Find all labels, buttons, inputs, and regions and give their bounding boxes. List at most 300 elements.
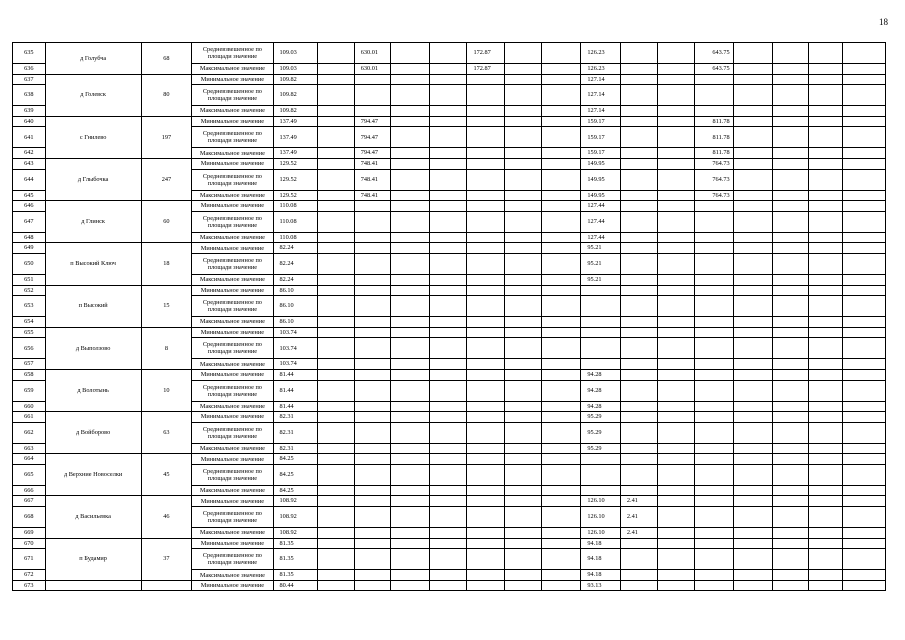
empty-cell [809, 570, 843, 581]
empty-cell [430, 496, 467, 507]
empty-cell [843, 127, 886, 148]
empty-cell [620, 201, 657, 212]
empty-cell [773, 116, 809, 127]
empty-cell [809, 64, 843, 75]
empty-cell [504, 412, 541, 423]
value-cell: 81.35 [273, 538, 317, 549]
value-cell: 2.41 [620, 496, 657, 507]
empty-cell [773, 74, 809, 85]
value-cell: 126.10 [581, 507, 620, 528]
place-name: д Верхние Новоселки [45, 454, 141, 496]
empty-cell [317, 570, 354, 581]
empty-cell [541, 380, 580, 401]
empty-cell [504, 64, 541, 75]
empty-cell [809, 580, 843, 591]
empty-cell [504, 443, 541, 454]
empty-cell [390, 443, 429, 454]
table-row [13, 201, 886, 212]
empty-cell [541, 158, 580, 169]
empty-cell [317, 412, 354, 423]
empty-cell [354, 285, 390, 296]
empty-cell [843, 580, 886, 591]
value-cell: 82.24 [273, 243, 317, 254]
value-cell: 84.25 [273, 464, 317, 485]
empty-cell [467, 507, 504, 528]
value-cell: 110.08 [273, 232, 317, 243]
empty-cell [620, 43, 657, 64]
empty-cell [467, 401, 504, 412]
empty-cell [843, 232, 886, 243]
empty-cell [843, 43, 886, 64]
empty-cell [620, 285, 657, 296]
value-type-label: Минимальное значение [192, 580, 273, 591]
empty-cell [695, 422, 733, 443]
row-number: 657 [13, 359, 46, 370]
empty-cell [695, 296, 733, 317]
empty-cell [843, 338, 886, 359]
empty-cell [430, 243, 467, 254]
empty-cell [658, 127, 695, 148]
value-type-label: Минимальное значение [192, 496, 273, 507]
empty-cell [504, 116, 541, 127]
empty-cell [430, 274, 467, 285]
empty-cell [695, 338, 733, 359]
empty-cell [467, 380, 504, 401]
value-cell: 108.92 [273, 496, 317, 507]
empty-cell [430, 85, 467, 106]
empty-cell [467, 285, 504, 296]
empty-cell [467, 570, 504, 581]
empty-cell [843, 422, 886, 443]
empty-cell [504, 422, 541, 443]
empty-cell [695, 528, 733, 539]
empty-cell [390, 169, 429, 190]
empty-cell [843, 327, 886, 338]
empty-cell [658, 106, 695, 117]
empty-cell [390, 296, 429, 317]
empty-cell [620, 116, 657, 127]
page-number: 18 [879, 17, 888, 27]
tariff-table [12, 42, 886, 591]
empty-cell [695, 570, 733, 581]
empty-cell [390, 507, 429, 528]
empty-cell [317, 401, 354, 412]
value-type-label: Максимальное значение [192, 485, 273, 496]
value-cell: 794.47 [354, 148, 390, 159]
value-type-label: Средневзвешенное по площади значение [192, 464, 273, 485]
value-type-label: Средневзвешенное по площади значение [192, 549, 273, 570]
empty-cell [620, 211, 657, 232]
value-type-label: Максимальное значение [192, 274, 273, 285]
empty-cell [733, 190, 772, 201]
value-cell: 811.78 [695, 127, 733, 148]
value-cell: 86.10 [273, 317, 317, 328]
empty-cell [695, 380, 733, 401]
empty-cell [809, 401, 843, 412]
empty-cell [430, 570, 467, 581]
empty-cell [620, 158, 657, 169]
row-number: 643 [13, 158, 46, 169]
value-cell: 137.49 [273, 148, 317, 159]
table-row [13, 158, 886, 169]
place-name: д Васильевка [45, 496, 141, 538]
row-number: 642 [13, 148, 46, 159]
empty-cell [620, 580, 657, 591]
empty-cell [430, 359, 467, 370]
empty-cell [695, 232, 733, 243]
empty-cell [317, 369, 354, 380]
value-type-label: Средневзвешенное по площади значение [192, 85, 273, 106]
value-cell: 2.41 [620, 528, 657, 539]
empty-cell [504, 285, 541, 296]
empty-cell [809, 369, 843, 380]
empty-cell [541, 127, 580, 148]
empty-cell [467, 485, 504, 496]
empty-cell [843, 85, 886, 106]
empty-cell [773, 485, 809, 496]
row-number: 656 [13, 338, 46, 359]
value-cell: 82.24 [273, 253, 317, 274]
row-number: 650 [13, 253, 46, 274]
empty-cell [733, 127, 772, 148]
empty-cell [504, 169, 541, 190]
empty-cell [658, 507, 695, 528]
empty-cell [733, 412, 772, 423]
empty-cell [541, 464, 580, 485]
value-cell: 159.17 [581, 116, 620, 127]
empty-cell [809, 274, 843, 285]
empty-cell [504, 485, 541, 496]
value-cell: 2.41 [620, 507, 657, 528]
empty-cell [773, 211, 809, 232]
empty-cell [695, 274, 733, 285]
empty-cell [504, 274, 541, 285]
row-number: 671 [13, 549, 46, 570]
value-type-label: Минимальное значение [192, 412, 273, 423]
value-type-label: Минимальное значение [192, 285, 273, 296]
empty-cell [658, 570, 695, 581]
empty-cell [317, 116, 354, 127]
empty-cell [733, 401, 772, 412]
empty-cell [843, 169, 886, 190]
value-cell: 643.75 [695, 64, 733, 75]
empty-cell [809, 317, 843, 328]
value-cell: 110.08 [273, 201, 317, 212]
empty-cell [504, 190, 541, 201]
place-name: д Глинск [45, 201, 141, 243]
empty-cell [658, 74, 695, 85]
value-cell: 764.73 [695, 158, 733, 169]
empty-cell [541, 422, 580, 443]
empty-cell [658, 538, 695, 549]
empty-cell [390, 190, 429, 201]
row-number: 654 [13, 317, 46, 328]
value-cell: 94.18 [581, 538, 620, 549]
population [141, 580, 192, 591]
empty-cell [658, 43, 695, 64]
value-type-label: Максимальное значение [192, 64, 273, 75]
empty-cell [843, 369, 886, 380]
empty-cell [658, 327, 695, 338]
place-name: п Высокий Ключ [45, 243, 141, 285]
empty-cell [317, 285, 354, 296]
value-type-label: Средневзвешенное по площади значение [192, 422, 273, 443]
row-number: 668 [13, 507, 46, 528]
empty-cell [390, 64, 429, 75]
empty-cell [467, 369, 504, 380]
empty-cell [620, 538, 657, 549]
empty-cell [658, 169, 695, 190]
empty-cell [695, 464, 733, 485]
row-number: 635 [13, 43, 46, 64]
table-row [13, 412, 886, 423]
value-cell: 82.31 [273, 443, 317, 454]
value-cell: 764.73 [695, 190, 733, 201]
place-name: с Гнилево [45, 116, 141, 158]
empty-cell [773, 443, 809, 454]
empty-cell [658, 528, 695, 539]
population: 197 [141, 116, 192, 158]
empty-cell [773, 285, 809, 296]
empty-cell [354, 496, 390, 507]
value-cell: 630.01 [354, 43, 390, 64]
population: 15 [141, 285, 192, 327]
value-cell: 748.41 [354, 190, 390, 201]
empty-cell [541, 116, 580, 127]
empty-cell [467, 538, 504, 549]
empty-cell [317, 64, 354, 75]
empty-cell [733, 253, 772, 274]
empty-cell [843, 148, 886, 159]
empty-cell [809, 338, 843, 359]
empty-cell [354, 369, 390, 380]
value-cell: 811.78 [695, 116, 733, 127]
empty-cell [695, 253, 733, 274]
value-cell: 86.10 [273, 296, 317, 317]
empty-cell [504, 464, 541, 485]
empty-cell [620, 190, 657, 201]
value-type-label: Максимальное значение [192, 190, 273, 201]
empty-cell [430, 528, 467, 539]
value-type-label: Средневзвешенное по площади значение [192, 169, 273, 190]
table-row [13, 580, 886, 591]
empty-cell [467, 253, 504, 274]
empty-cell [658, 148, 695, 159]
empty-cell [658, 359, 695, 370]
empty-cell [390, 158, 429, 169]
empty-cell [620, 232, 657, 243]
empty-cell [541, 580, 580, 591]
empty-cell [354, 464, 390, 485]
empty-cell [773, 338, 809, 359]
empty-cell [658, 190, 695, 201]
empty-cell [620, 549, 657, 570]
empty-cell [843, 317, 886, 328]
empty-cell [390, 106, 429, 117]
empty-cell [773, 454, 809, 465]
empty-cell [809, 285, 843, 296]
empty-cell [773, 496, 809, 507]
empty-cell [541, 327, 580, 338]
empty-cell [317, 43, 354, 64]
empty-cell [809, 127, 843, 148]
empty-cell [317, 148, 354, 159]
empty-cell [430, 116, 467, 127]
row-number: 649 [13, 243, 46, 254]
empty-cell [843, 401, 886, 412]
empty-cell [504, 158, 541, 169]
empty-cell [843, 528, 886, 539]
empty-cell [354, 538, 390, 549]
empty-cell [541, 369, 580, 380]
empty-cell [317, 74, 354, 85]
empty-cell [354, 274, 390, 285]
value-cell: 109.82 [273, 106, 317, 117]
empty-cell [541, 148, 580, 159]
empty-cell [773, 359, 809, 370]
empty-cell [773, 327, 809, 338]
empty-cell [430, 190, 467, 201]
value-cell: 748.41 [354, 169, 390, 190]
empty-cell [773, 169, 809, 190]
empty-cell [430, 443, 467, 454]
empty-cell [658, 201, 695, 212]
value-cell: 108.92 [273, 507, 317, 528]
empty-cell [390, 285, 429, 296]
value-cell: 82.31 [273, 422, 317, 443]
empty-cell [504, 380, 541, 401]
empty-cell [658, 412, 695, 423]
value-type-label: Максимальное значение [192, 443, 273, 454]
value-cell: 127.44 [581, 232, 620, 243]
empty-cell [504, 127, 541, 148]
empty-cell [504, 317, 541, 328]
row-number: 648 [13, 232, 46, 243]
value-cell: 84.25 [273, 454, 317, 465]
row-number: 645 [13, 190, 46, 201]
empty-cell [733, 538, 772, 549]
empty-cell [733, 169, 772, 190]
empty-cell [354, 327, 390, 338]
value-cell: 81.44 [273, 369, 317, 380]
value-cell: 81.44 [273, 401, 317, 412]
row-number: 672 [13, 570, 46, 581]
empty-cell [733, 64, 772, 75]
empty-cell [773, 106, 809, 117]
empty-cell [773, 253, 809, 274]
empty-cell [843, 359, 886, 370]
empty-cell [467, 211, 504, 232]
empty-cell [541, 401, 580, 412]
value-type-label: Максимальное значение [192, 106, 273, 117]
empty-cell [773, 401, 809, 412]
empty-cell [733, 243, 772, 254]
empty-cell [390, 369, 429, 380]
empty-cell [809, 454, 843, 465]
empty-cell [541, 190, 580, 201]
empty-cell [354, 243, 390, 254]
empty-cell [467, 580, 504, 591]
value-cell: 95.21 [581, 274, 620, 285]
empty-cell [430, 106, 467, 117]
empty-cell [843, 64, 886, 75]
row-number: 646 [13, 201, 46, 212]
empty-cell [773, 158, 809, 169]
empty-cell [620, 274, 657, 285]
empty-cell [390, 528, 429, 539]
empty-cell [620, 464, 657, 485]
place-name: д Войборово [45, 412, 141, 454]
empty-cell [430, 296, 467, 317]
value-type-label: Средневзвешенное по площади значение [192, 380, 273, 401]
empty-cell [695, 549, 733, 570]
empty-cell [504, 232, 541, 243]
empty-cell [390, 127, 429, 148]
empty-cell [809, 296, 843, 317]
value-cell: 149.95 [581, 169, 620, 190]
row-number: 659 [13, 380, 46, 401]
empty-cell [620, 148, 657, 159]
empty-cell [658, 464, 695, 485]
empty-cell [467, 549, 504, 570]
empty-cell [354, 359, 390, 370]
empty-cell [354, 296, 390, 317]
empty-cell [504, 148, 541, 159]
empty-cell [620, 169, 657, 190]
empty-cell [658, 549, 695, 570]
empty-cell [695, 74, 733, 85]
empty-cell [541, 285, 580, 296]
empty-cell [354, 317, 390, 328]
value-cell: 127.14 [581, 74, 620, 85]
empty-cell [843, 485, 886, 496]
empty-cell [695, 317, 733, 328]
value-type-label: Минимальное значение [192, 158, 273, 169]
empty-cell [733, 570, 772, 581]
empty-cell [541, 485, 580, 496]
empty-cell [317, 380, 354, 401]
row-number: 658 [13, 369, 46, 380]
row-number: 664 [13, 454, 46, 465]
empty-cell [541, 338, 580, 359]
empty-cell [504, 570, 541, 581]
empty-cell [317, 454, 354, 465]
empty-cell [581, 485, 620, 496]
empty-cell [809, 211, 843, 232]
row-number: 660 [13, 401, 46, 412]
empty-cell [809, 422, 843, 443]
value-cell: 82.24 [273, 274, 317, 285]
value-cell: 127.14 [581, 106, 620, 117]
empty-cell [809, 43, 843, 64]
value-cell: 108.92 [273, 528, 317, 539]
value-cell: 748.41 [354, 158, 390, 169]
empty-cell [733, 580, 772, 591]
empty-cell [695, 485, 733, 496]
empty-cell [809, 464, 843, 485]
row-number: 641 [13, 127, 46, 148]
empty-cell [581, 359, 620, 370]
value-cell: 80.44 [273, 580, 317, 591]
empty-cell [467, 169, 504, 190]
empty-cell [317, 580, 354, 591]
empty-cell [317, 338, 354, 359]
empty-cell [620, 443, 657, 454]
empty-cell [504, 43, 541, 64]
empty-cell [317, 464, 354, 485]
empty-cell [541, 201, 580, 212]
value-cell: 129.52 [273, 190, 317, 201]
